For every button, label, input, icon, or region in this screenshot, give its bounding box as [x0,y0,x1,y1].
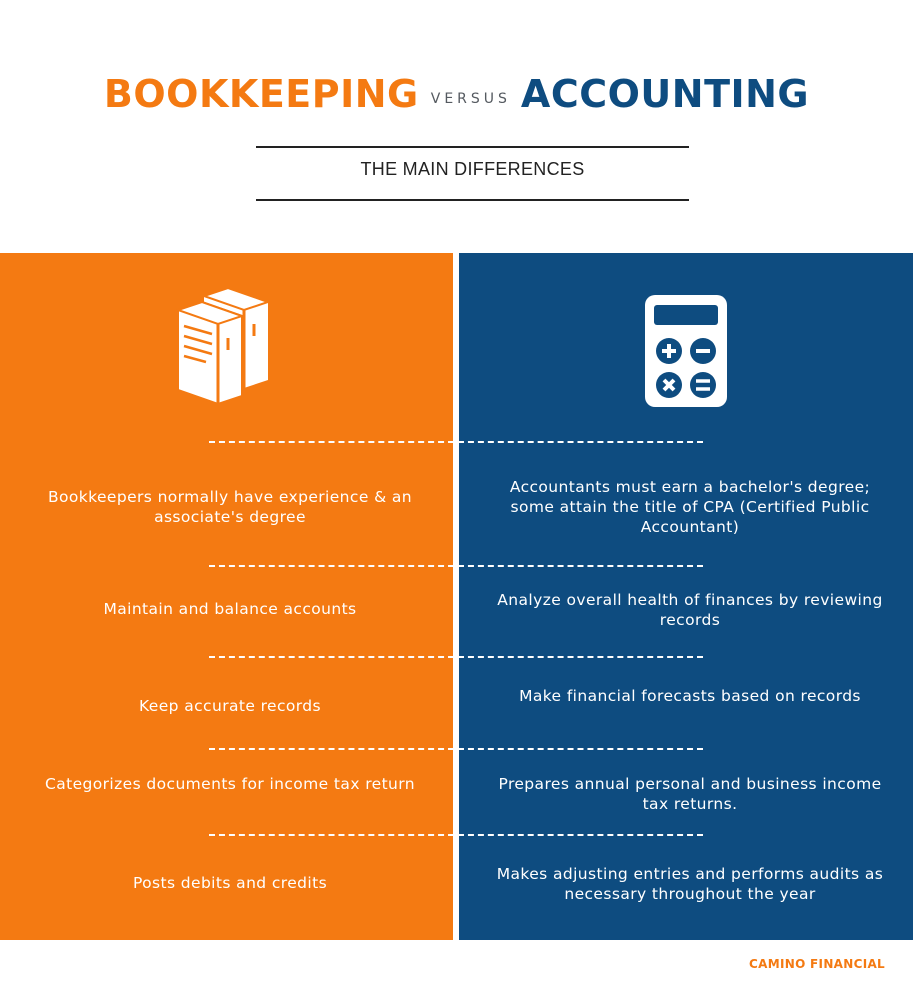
accounting-row-3: Make financial forecasts based on records [519,687,861,705]
bookkeeping-row-2: Maintain and balance accounts [103,600,357,618]
title-bookkeeping: BOOKKEEPING [103,72,419,116]
title-versus: VERSUS [430,91,511,107]
bookkeeping-row-1: Bookkeepers normally have experience & an associate's degree [47,488,413,526]
bookkeeping-row-4: Categorizes documents for income tax return [44,775,416,793]
accounting-row-1: Accountants must earn a bachelor's degree; some attain the title of CPA (Certified Public Accountant) [509,478,871,536]
title-accounting: ACCOUNTING [520,72,810,116]
bookkeeping-row-3: Keep accurate records [139,697,321,715]
subtitle: THE MAIN DIFFERENCES [360,159,585,179]
accounting-row-5: Makes adjusting entries and performs audits as necessary throughout the year [496,865,884,903]
calculator-icon [645,295,727,411]
brand-logo: CAMINO FINANCIAL [749,957,885,971]
row-divider [209,656,703,658]
bookkeeping-row-5: Posts debits and credits [132,874,328,892]
accounting-row-4: Prepares annual personal and business income tax returns. [498,775,882,813]
accounting-row-2: Analyze overall health of finances by reviewing records [497,591,883,629]
row-divider [209,565,703,567]
subtitle-bottom-rule [256,199,689,201]
subtitle-top-rule [256,146,689,148]
row-divider [209,441,703,443]
row-divider [209,834,703,836]
main-title [0,62,913,126]
books-icon [176,284,272,412]
row-divider [209,748,703,750]
